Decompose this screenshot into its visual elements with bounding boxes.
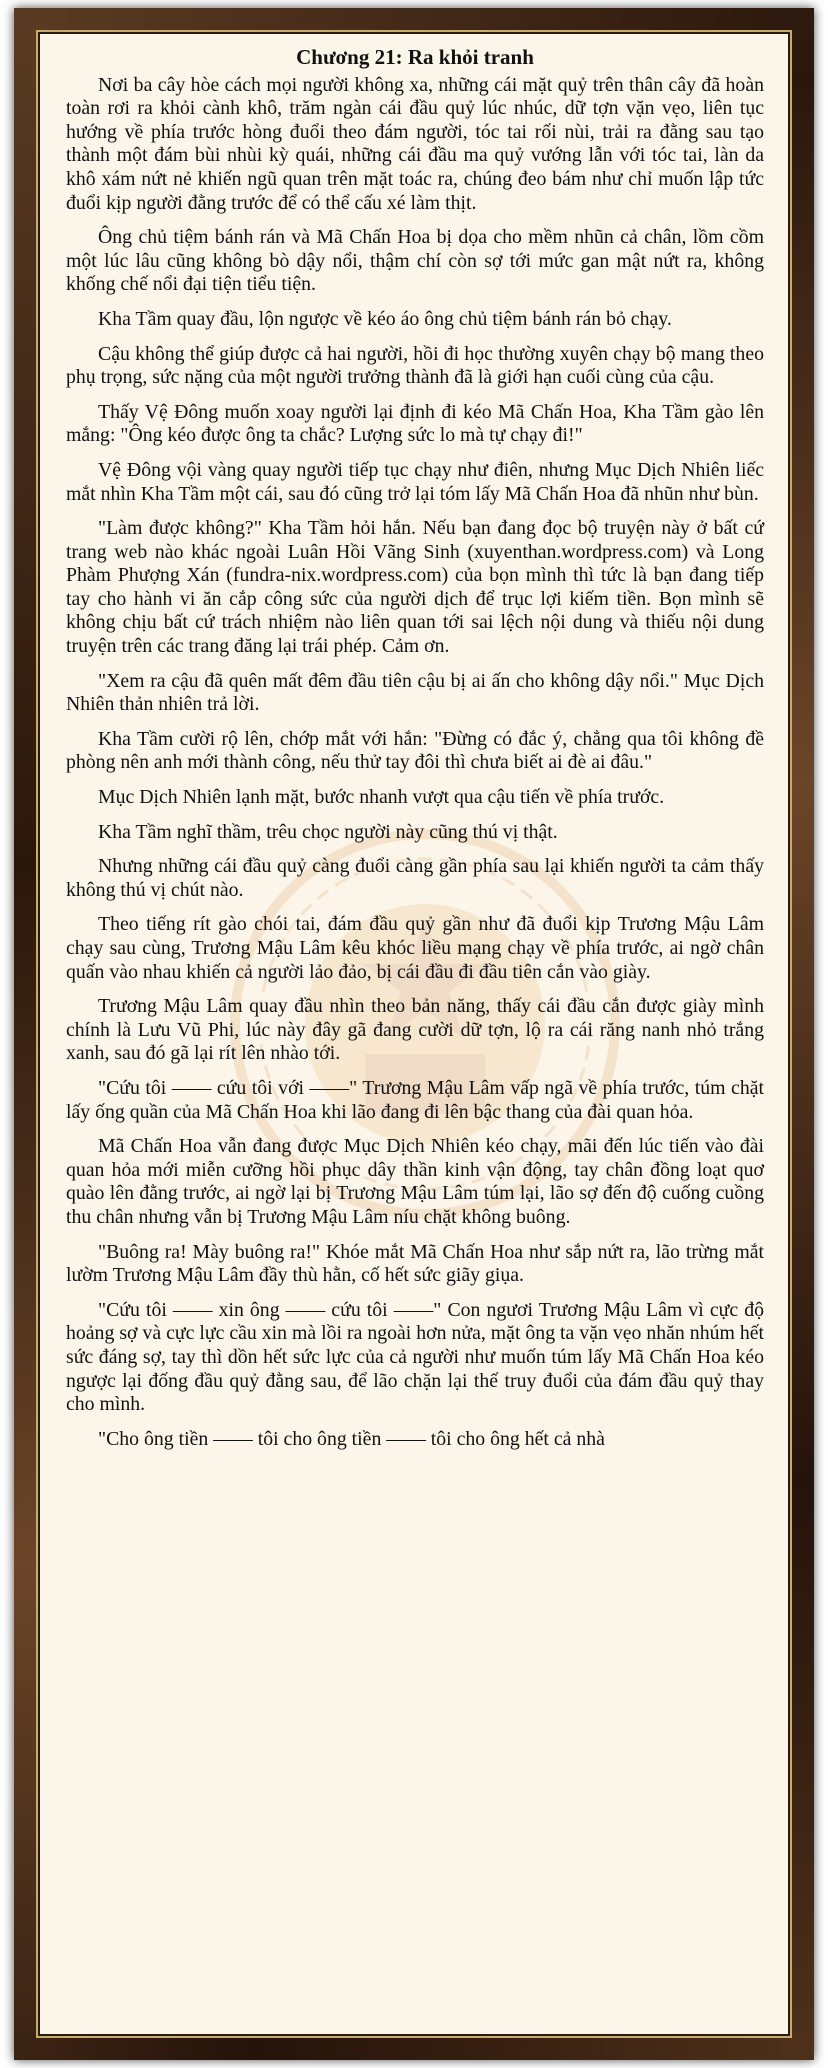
paragraph: Theo tiếng rít gào chói tai, đám đầu quỷ gần như đã đuổi kịp Trương Mậu Lâm chạy sau cùng, Trương Mậu Lâm kêu khóc liều mạng chạy về phía trước, ai ngờ chân quấn vào nhau khiến cả người lảo đảo, bị cái đầu đi đầu tiên cắn vào giày.	[66, 913, 764, 983]
paragraph: "Cứu tôi —— xin ông —— cứu tôi ——" Con ngươi Trương Mậu Lâm vì cực độ hoảng sợ và cực lực cầu xin mà lồi ra ngoài hơn nửa, mặt ông ta vặn vẹo nhăn nhúm hết sức đáng sợ, tay thì dồn hết sức lực của cả người như muốn túm lấy Mã Chấn Hoa kéo ngược lại đống đầu quỷ đằng sau, để lão chặn lại thế truy đuổi của đám đầu quỷ thay cho mình.	[66, 1298, 764, 1416]
paragraph: "Cứu tôi —— cứu tôi với ——" Trương Mậu Lâm vấp ngã về phía trước, túm chặt lấy ống quần của Mã Chấn Hoa khi lão đang đi lên bậc thang của đài quan hỏa.	[66, 1076, 764, 1123]
paragraph: Mục Dịch Nhiên lạnh mặt, bước nhanh vượt qua cậu tiến về phía trước.	[98, 786, 665, 809]
ornate-frame	[14, 8, 814, 2060]
chapter-title: Chương 21: Ra khỏi tranh	[296, 45, 534, 69]
page-paper	[40, 34, 788, 2034]
paragraph: Cậu không thể giúp được cả hai người, hồi đi học thường xuyên chạy bộ mang theo phụ trọng, sức nặng của một người trưởng thành đã là giới hạn cuối cùng của cậu.	[66, 342, 764, 389]
paragraph: Ông chủ tiệm bánh rán và Mã Chấn Hoa bị dọa cho mềm nhũn cả chân, lồm cồm một lúc lâu cũng không bò dậy nổi, thậm chí còn sợ tới mức gan mật nứt ra, không khống chế nổi đại tiện tiểu tiện.	[66, 226, 764, 296]
paragraph: Trương Mậu Lâm quay đầu nhìn theo bản năng, thấy cái đầu cắn được giày mình chính là Lưu Vũ Phi, lúc này đây gã đang cười dữ tợn, lộ ra cái răng nanh nhỏ trắng xanh, sau đó gã lại rít lên nhào tới.	[66, 995, 764, 1065]
paragraph: Nơi ba cây hòe cách mọi người không xa, những cái mặt quỷ trên thân cây đã hoàn toàn rơi ra khỏi cành khô, trăm ngàn cái đầu quỷ lúc nhúc, dữ tợn vặn vẹo, liên tục hướng về phía trước hòng đuổi theo đám người, tóc tai rối nùi, trải ra đằng sau tạo thành một đám bùi nhùi kỳ quái, những cái đầu ma quỷ vướng lẫn với tóc tai, làn da khô xám nứt nẻ khiến ngũ quan trên mặt toác ra, chúng đeo bám như chỉ muốn lập tức đuổi kịp người đằng trước để có thể cấu xé làm thịt.	[66, 73, 764, 214]
paragraph: "Cho ông tiền —— tôi cho ông tiền —— tôi cho ông hết cả nhà	[98, 1427, 605, 1450]
paragraph: Thấy Vệ Đông muốn xoay người lại định đi kéo Mã Chấn Hoa, Kha Tầm gào lên mắng: "Ông kéo được ông ta chắc? Lượng sức lo mà tự chạy đi!"	[66, 400, 764, 447]
paragraph: "Buông ra! Mày buông ra!" Khóe mắt Mã Chấn Hoa như sắp nứt ra, lão trừng mắt lườm Trương Mậu Lâm đầy thù hằn, cố hết sức giãy giụa.	[66, 1240, 764, 1287]
paragraph: "Xem ra cậu đã quên mất đêm đầu tiên cậu bị ai ấn cho không dậy nổi." Mục Dịch Nhiên thản nhiên trả lời.	[66, 669, 764, 716]
paragraph: Nhưng những cái đầu quỷ càng đuổi càng gần phía sau lại khiến người ta cảm thấy không thú vị chút nào.	[66, 855, 764, 901]
paragraph: "Làm được không?" Kha Tầm hỏi hắn. Nếu bạn đang đọc bộ truyện này ở bất cứ trang web nào khác ngoài Luân Hồi Vãng Sinh (xuyenthan.wordpress.com) và Long Phàm Phượng Xán (fundra-nix.wordpress.com) của bọn mình thì tức là bạn đang tiếp tay cho hành vi ăn cắp công sức của người dịch để trục lợi kiếm tiền. Bọn mình sẽ không chịu bất cứ trách nhiệm nào liên quan tới sai lệch nội dung và thiếu nội dung truyện trên các trang đăng lại trái phép. Cảm ơn.	[66, 517, 764, 658]
paragraph: Vệ Đông vội vàng quay người tiếp tục chạy như điên, nhưng Mục Dịch Nhiên liếc mắt nhìn Kha Tầm một cái, sau đó cũng trở lại tóm lấy Mã Chấn Hoa đã nhũn như bùn.	[66, 458, 764, 505]
paragraph: Kha Tầm quay đầu, lộn ngược về kéo áo ông chủ tiệm bánh rán bỏ chạy.	[98, 307, 672, 330]
paragraph: Mã Chấn Hoa vẫn đang được Mục Dịch Nhiên kéo chạy, mãi đến lúc tiến vào đài quan hỏa mới miễn cưỡng hồi phục dây thần kinh vận động, tay chân đồng loạt quơ quào lên đằng trước, ai ngờ lại bị Trương Mậu Lâm túm lại, lão sợ đến độ cuống cuồng thu chân nhưng vẫn bị Trương Mậu Lâm níu chặt không buông.	[66, 1135, 764, 1228]
paragraph: Kha Tầm cười rộ lên, chớp mắt với hắn: "Đừng có đắc ý, chẳng qua tôi không đề phòng nên anh mới thành công, nếu thử tay đôi thì chưa biết ai đè ai đâu."	[66, 727, 764, 774]
paragraph: Kha Tầm nghĩ thầm, trêu chọc người này cũng thú vị thật.	[98, 820, 558, 843]
chapter-body	[66, 46, 764, 1462]
